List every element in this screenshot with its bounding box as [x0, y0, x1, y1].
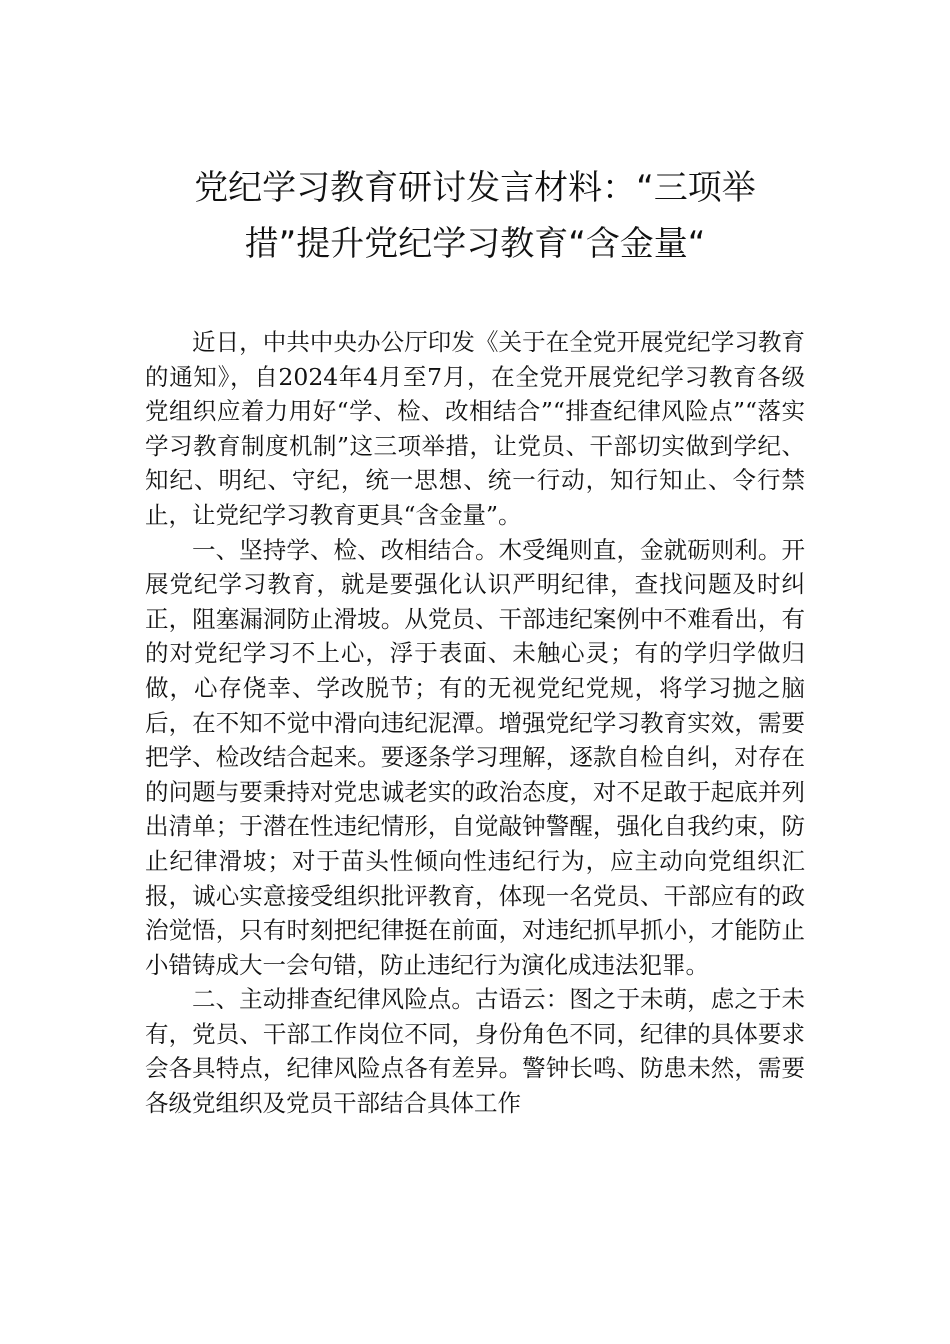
title-line-2: 措”提升党纪学习教育“含金量“ — [244, 224, 706, 264]
paragraph-section-2: 二、主动排查纪律风险点。古语云：图之于未萌，虑之于未有，党员、干部工作岗位不同，身份角色不同，纪律的具体要求会各具特点，纪律风险点各有差异。警钟长鸣、防患未然，需要各级党组织及党员干部结合具体工作 — [145, 985, 805, 1118]
document-body — [145, 325, 805, 1121]
document-title — [120, 160, 830, 272]
paragraph-section-1: 一、坚持学、检、改相结合。木受绳则直，金就砺则利。开展党纪学习教育，就是要强化认识严明纪律，查找问题及时纠正，阻塞漏洞防止滑坡。从党员、干部违纪案例中不难看出，有的对党纪学习不上心，浮于表面、未触心灵；有的学归学做归做，心存侥幸、学改脱节；有的无视党纪党规，将学习抛之脑后，在不知不觉中滑向违纪泥潭。增强党纪学习教育实效，需要把学、检改结合起来。要逐条学习理解，逐款自检自纠，对存在的问题与要秉持对党忠诚老实的政治态度，对不足敢于起底并列出清单；于潜在性违纪情形，自觉敲钟警醒，强化自我约束，防止纪律滑坡；对于苗头性倾向性违纪行为，应主动向党组织汇报，诚心实意接受组织批评教育，体现一名党员、干部应有的政治觉悟，只有时刻把纪律挺在前面，对违纪抓早抓小，才能防止小错铸成大一会句错，防止违纪行为演化成违法犯罪。 — [145, 535, 805, 979]
paragraph-intro: 近日，中共中央办公厅印发《关于在全党开展党纪学习教育的通知》，自2024年4月至7月，在全党开展党纪学习教育各级党组织应着力用好“学、检、改相结合”“排查纪律风险点”“落实学习教育制度机制”这三项举措，让党员、干部切实做到学纪、知纪、明纪、守纪，统一思想、统一行动，知行知止、令行禁止，让党纪学习教育更具“含金量”。 — [145, 328, 805, 529]
title-line-1: 党纪学习教育研讨发言材料：“三项举 — [194, 168, 756, 208]
